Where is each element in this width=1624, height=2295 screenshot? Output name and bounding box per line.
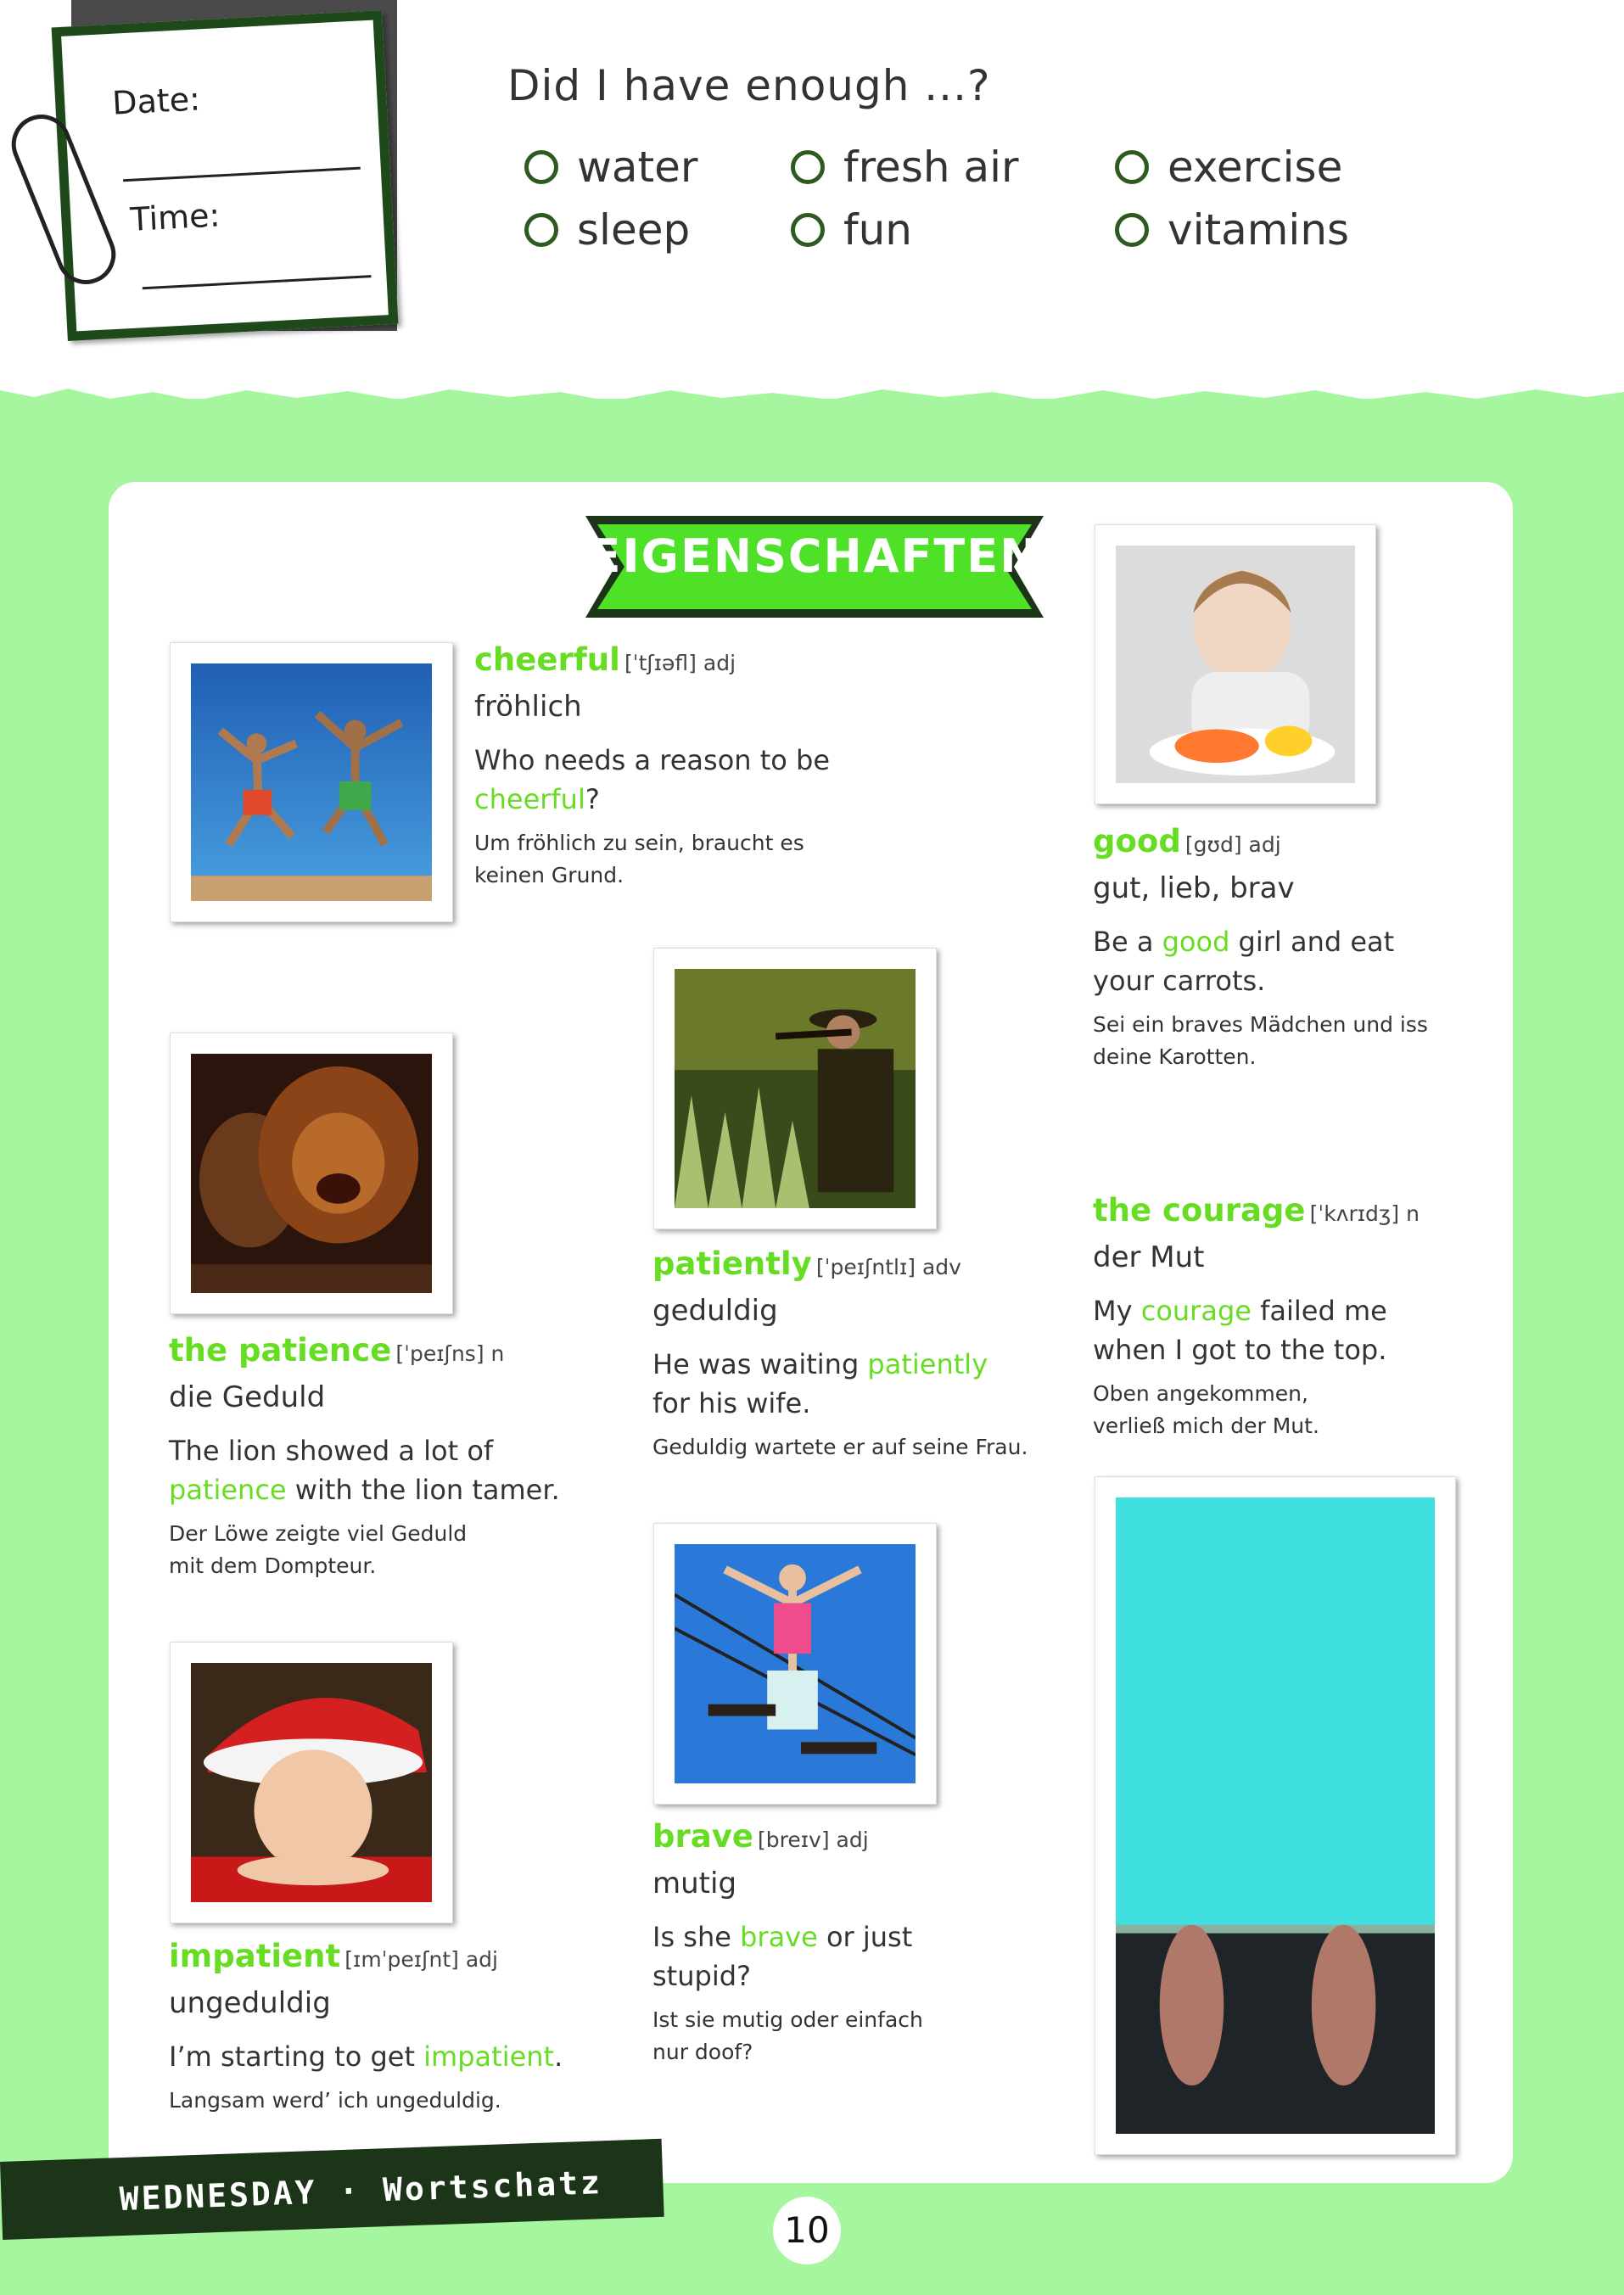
example-translation: Ist sie mutig oder einfach nur doof? bbox=[652, 2007, 923, 2064]
example-translation: Um fröhlich zu sein, braucht es keinen Grund. bbox=[474, 831, 804, 887]
headword: the patience bbox=[169, 1332, 392, 1369]
example-translation: Oben angekommen, verließ mich der Mut. bbox=[1093, 1381, 1319, 1438]
example-highlight: courage bbox=[1140, 1295, 1252, 1327]
pronunciation: [breɪv] adj bbox=[758, 1828, 869, 1852]
example-text: I’m starting to get bbox=[169, 2040, 424, 2073]
example-sentence bbox=[474, 741, 848, 819]
example-text: ? bbox=[585, 783, 600, 815]
pronunciation: [ˈpeɪʃntlɪ] adv bbox=[815, 1255, 961, 1279]
entry-brave bbox=[652, 1818, 1026, 2068]
date-time-note bbox=[52, 10, 399, 341]
photo-cheerful bbox=[170, 642, 453, 922]
entry-cheerful bbox=[474, 641, 848, 892]
example-text: Is she bbox=[652, 1921, 741, 1953]
date-label: Date: bbox=[111, 80, 202, 122]
photo-courage bbox=[1095, 1476, 1456, 2155]
checkbox-circle-icon[interactable] bbox=[791, 213, 825, 247]
checkbox-circle-icon[interactable] bbox=[524, 150, 558, 184]
entry-patiently bbox=[652, 1245, 1077, 1464]
option-label: fun bbox=[843, 205, 912, 255]
example-highlight: brave bbox=[740, 1921, 818, 1953]
example-text: failed me when I got to the top. bbox=[1093, 1295, 1387, 1366]
example-highlight: impatient bbox=[423, 2040, 555, 2073]
example-translation: Langsam werd’ ich ungeduldig. bbox=[169, 2088, 501, 2113]
german-translation: fröhlich bbox=[474, 690, 582, 724]
entry-impatient bbox=[169, 1938, 644, 2117]
checkbox-circle-icon[interactable] bbox=[791, 150, 825, 184]
headword: brave bbox=[652, 1818, 753, 1855]
example-text: with the lion tamer. bbox=[286, 1474, 560, 1506]
headword: good bbox=[1093, 823, 1181, 859]
example-text: Who needs a reason to be bbox=[474, 744, 831, 776]
example-text: . bbox=[554, 2040, 563, 2073]
lion-image bbox=[191, 1054, 432, 1293]
example-sentence bbox=[652, 1917, 958, 1996]
example-text: The lion showed a lot of bbox=[169, 1435, 494, 1467]
section-title: EIGENSCHAFTEN bbox=[589, 529, 1040, 583]
example-translation: Geduldig wartete er auf seine Frau. bbox=[652, 1435, 1028, 1459]
option-label: sleep bbox=[577, 205, 691, 255]
page-number: 10 bbox=[773, 2197, 841, 2264]
option-vitamins[interactable] bbox=[1115, 205, 1349, 255]
example-sentence bbox=[1093, 922, 1449, 1000]
german-translation: gut, lieb, brav bbox=[1093, 871, 1295, 905]
headword: patiently bbox=[652, 1245, 812, 1282]
girl-carrots-image bbox=[1116, 546, 1355, 783]
hunter-image bbox=[675, 969, 916, 1208]
example-text: girl and eat your carrots. bbox=[1093, 926, 1395, 997]
footer-section-label: WEDNESDAY · Wortschatz bbox=[119, 2163, 603, 2218]
example-highlight: patiently bbox=[867, 1348, 988, 1380]
jumping-kids-image bbox=[191, 663, 432, 901]
example-text: for his wife. bbox=[652, 1387, 811, 1419]
example-translation: Der Löwe zeigte viel Geduld mit dem Dompteur. bbox=[169, 1521, 468, 1578]
torn-paper-edge bbox=[0, 373, 1624, 424]
option-label: water bbox=[577, 143, 698, 192]
checkbox-circle-icon[interactable] bbox=[524, 213, 558, 247]
rope-course-image bbox=[675, 1544, 916, 1783]
santa-hat-boy-image bbox=[191, 1663, 432, 1902]
pronunciation: [ˈkʌrɪdʒ] n bbox=[1309, 1201, 1420, 1226]
photo-brave bbox=[653, 1523, 937, 1805]
example-text: He was waiting bbox=[652, 1348, 868, 1380]
german-translation: mutig bbox=[652, 1867, 737, 1900]
option-fun[interactable] bbox=[791, 205, 912, 255]
example-highlight: cheerful bbox=[474, 783, 585, 815]
time-line[interactable] bbox=[143, 275, 372, 289]
time-label: Time: bbox=[129, 196, 221, 238]
date-line[interactable] bbox=[123, 167, 361, 182]
checkbox-circle-icon[interactable] bbox=[1115, 150, 1149, 184]
pronunciation: [gʊd] adj bbox=[1184, 832, 1281, 857]
option-label: vitamins bbox=[1168, 205, 1350, 255]
photo-patiently bbox=[653, 948, 937, 1229]
photo-impatient bbox=[170, 1642, 453, 1923]
pronunciation: [ɪmˈpeɪʃnt] adj bbox=[344, 1947, 498, 1972]
example-sentence bbox=[169, 2037, 644, 2076]
example-text: or just stupid? bbox=[652, 1921, 913, 1992]
photo-good bbox=[1095, 524, 1376, 804]
example-sentence bbox=[652, 1345, 1009, 1423]
example-sentence bbox=[169, 1431, 568, 1509]
german-translation: geduldig bbox=[652, 1294, 778, 1328]
option-exercise[interactable] bbox=[1115, 143, 1342, 192]
option-label: exercise bbox=[1168, 143, 1343, 192]
headword: cheerful bbox=[474, 641, 620, 678]
headword: the courage bbox=[1093, 1192, 1306, 1229]
option-label: fresh air bbox=[843, 143, 1019, 192]
entry-patience bbox=[169, 1332, 644, 1582]
checklist-title: Did I have enough ...? bbox=[507, 61, 991, 110]
option-sleep[interactable] bbox=[524, 205, 690, 255]
entry-courage bbox=[1093, 1192, 1483, 1442]
german-translation: der Mut bbox=[1093, 1240, 1205, 1274]
example-text: Be a bbox=[1093, 926, 1162, 958]
entry-good bbox=[1093, 823, 1449, 1073]
german-translation: die Geduld bbox=[169, 1380, 326, 1414]
example-highlight: good bbox=[1162, 926, 1230, 958]
option-fresh-air[interactable] bbox=[791, 143, 1019, 192]
german-translation: ungeduldig bbox=[169, 1986, 331, 2020]
example-translation: Sei ein braves Mädchen und iss deine Karotten. bbox=[1093, 1012, 1428, 1069]
photo-patience bbox=[170, 1033, 453, 1314]
example-sentence bbox=[1093, 1291, 1415, 1369]
example-text: My bbox=[1093, 1295, 1141, 1327]
pronunciation: [ˈtʃɪəfl] adj bbox=[624, 651, 736, 675]
pronunciation: [ˈpeɪʃns] n bbox=[395, 1341, 505, 1366]
checkbox-circle-icon[interactable] bbox=[1115, 213, 1149, 247]
option-water[interactable] bbox=[524, 143, 697, 192]
feet-edge-image bbox=[1116, 1497, 1435, 2134]
example-highlight: patience bbox=[169, 1474, 287, 1506]
headword: impatient bbox=[169, 1938, 341, 1974]
